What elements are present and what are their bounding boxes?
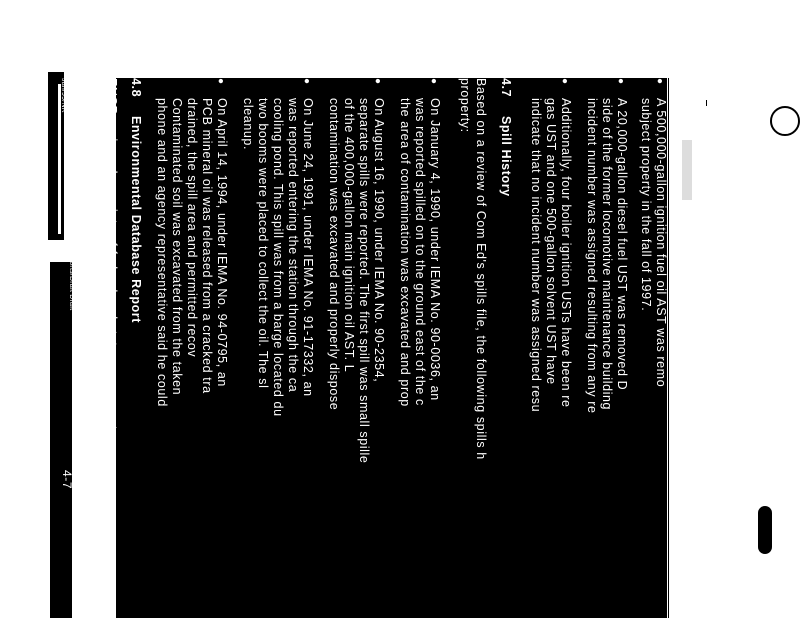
text-line: incident number was assigned resulting from any re — [585, 98, 599, 414]
paragraph-line: property: — [458, 78, 472, 133]
section-number: 4.8 — [129, 78, 143, 98]
text-line: separate spills were reported. The first spill was small spille — [357, 98, 371, 464]
scan-smudge — [758, 506, 772, 554]
section-title: Environmental Database Report — [129, 116, 143, 324]
bullet-dot: ● — [372, 78, 383, 85]
scanned-page — [60, 78, 669, 618]
paragraph-line: Based on a review of Com Ed's spills file, the following spills h — [474, 78, 488, 460]
paragraph-line: Data Resources (EDR) of Southport, Connecticut. Th — [89, 78, 103, 402]
footer-path: 1851-023-Edison/Commonwealth Edison Company/Reports/Draft Draft — [68, 78, 75, 311]
bullet-dot: ● — [559, 78, 570, 85]
page-number: 4-7 — [60, 470, 74, 490]
text-line: cooling pond. This spill was from a barge located du — [271, 98, 285, 417]
text-line: On August 16, 1990, under IEMA No. 90-2354, — [372, 98, 386, 383]
punch-hole-mark — [770, 106, 800, 136]
rotated-text-frame — [60, 78, 669, 618]
text-line: two booms were placed to collect the oil. The sl — [256, 98, 270, 389]
section-title: Spill History — [499, 116, 513, 197]
text-line: side of the former locomotive maintenance building — [600, 98, 614, 411]
paragraph-line: ENSR reviewed a variety of federal and state governmente — [105, 78, 119, 438]
text-line: was reported spilled on to the ground east of the c — [413, 98, 427, 406]
bullet-dot: ● — [301, 78, 312, 85]
bullet-dot: ● — [615, 78, 626, 85]
text-line: drained, the spill area and permitted recov — [185, 98, 199, 358]
text-line: PCB mineral oil was released from a cracked tra — [200, 98, 214, 394]
text-line: Contaminated soil was excavated from the taken — [170, 98, 184, 396]
bullet-dot: ● — [215, 78, 226, 85]
text-line: of the 400,000-gallon main ignition oil AST. L — [342, 98, 356, 373]
text-line: Additionally, four boiler ignition USTs have been re — [559, 98, 573, 408]
text-line: On January 4, 1990, under IEMA No. 90-0036, an — [428, 98, 442, 401]
text-line: On June 24, 1991, under IEMA No. 91-17332, an — [301, 98, 315, 397]
text-line: phone and an agency representative said he could — [155, 98, 169, 407]
scan-faint-mark — [682, 140, 692, 200]
footer-date: Jan/99/NR — [60, 78, 67, 113]
text-line: was reported entering the station through the ca — [286, 98, 300, 393]
bullet-dot: ● — [654, 78, 665, 85]
scan-tick-mark — [706, 100, 707, 106]
scan-edge-bar-lower — [50, 262, 72, 618]
text-line: indicate that no incident number was assigned resu — [529, 98, 543, 413]
text-line: A 500,000-gallon ignition fuel oil AST was remo — [654, 98, 668, 388]
section-number: 4.7 — [499, 78, 513, 98]
text-line: On April 14, 1994, under IEMA No. 94-0795, an — [215, 98, 229, 387]
bullet-dot: ● — [428, 78, 439, 85]
text-line: subject property in the fall of 1997. — [639, 98, 653, 312]
text-line: A 20,000-gallon diesel fuel UST was removed D — [615, 98, 629, 391]
text-line: cleanup. — [241, 98, 255, 151]
text-line: gas UST and one 500-gallon solvent UST have — [544, 98, 558, 385]
text-line: the area of contamination was excavated and prop — [398, 98, 412, 407]
text-line: contamination was excavated and properly dispose — [327, 98, 341, 411]
